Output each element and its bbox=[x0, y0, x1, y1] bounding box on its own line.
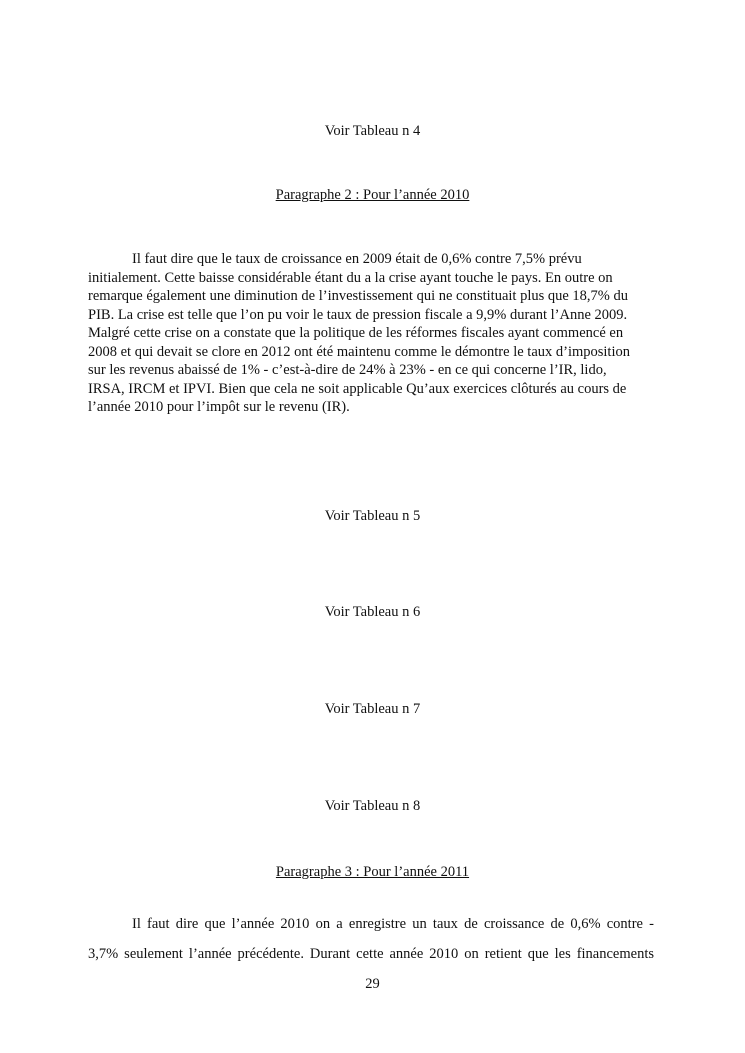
section-heading-2010-text: Paragraphe 2 : Pour l’année 2010 bbox=[275, 187, 470, 203]
table-ref-4: Voir Tableau n 4 bbox=[324, 123, 421, 139]
section-heading-2010 bbox=[0, 186, 745, 204]
paragraph-line: Malgré cette crise on a constate que la politique de les réformes fiscales ayant commencé en bbox=[88, 325, 624, 341]
paragraph-line: initialement. Cette baisse considérable étant du a la crise ayant touche le pays. En outre on bbox=[88, 269, 613, 286]
table-ref-6: Voir Tableau n 6 bbox=[324, 604, 421, 620]
table-ref-5: Voir Tableau n 5 bbox=[324, 508, 421, 524]
table-ref-7: Voir Tableau n 7 bbox=[324, 701, 421, 717]
paragraph-line: Il faut dire que le taux de croissance en 2009 était de 0,6% contre 7,5% prévu bbox=[132, 251, 582, 267]
paragraph-line: remarque également une diminution de l’investissement qui ne constituait plus que 18,7% du bbox=[88, 288, 629, 304]
section-heading-2011-text: Paragraphe 3 : Pour l’année 2011 bbox=[275, 864, 470, 880]
paragraph-line: 2008 et qui devait se clore en 2012 ont été maintenu comme le démontre le taux d’imposition bbox=[88, 343, 630, 360]
paragraph-2010 bbox=[88, 250, 654, 417]
section-heading-2011 bbox=[0, 863, 745, 881]
table-ref-8: Voir Tableau n 8 bbox=[324, 798, 421, 814]
paragraph-line: sur les revenus abaissé de 1% - c’est-à-dire de 24% à 23% - en ce qui concerne l’IR, lido, bbox=[88, 362, 607, 378]
paragraph-line: IRSA, IRCM et IPVI. Bien que cela ne soit applicable Qu’aux exercices clôturés au cours de bbox=[88, 380, 627, 397]
paragraph-line: PIB. La crise est telle que l’on pu voir le taux de pression fiscale a 9,9% durant l’Anne 2009. bbox=[88, 306, 628, 323]
paragraph-line: l’année 2010 pour l’impôt sur le revenu (IR). bbox=[88, 399, 350, 415]
paragraph-line: 3,7% seulement l’année précédente. Durant cette année 2010 on retient que les financements bbox=[88, 946, 654, 962]
page-number: 29 bbox=[365, 976, 380, 992]
paragraph-line: Il faut dire que l’année 2010 on a enregistre un taux de croissance de 0,6% contre - bbox=[132, 916, 654, 932]
paragraph-2011 bbox=[88, 909, 654, 969]
